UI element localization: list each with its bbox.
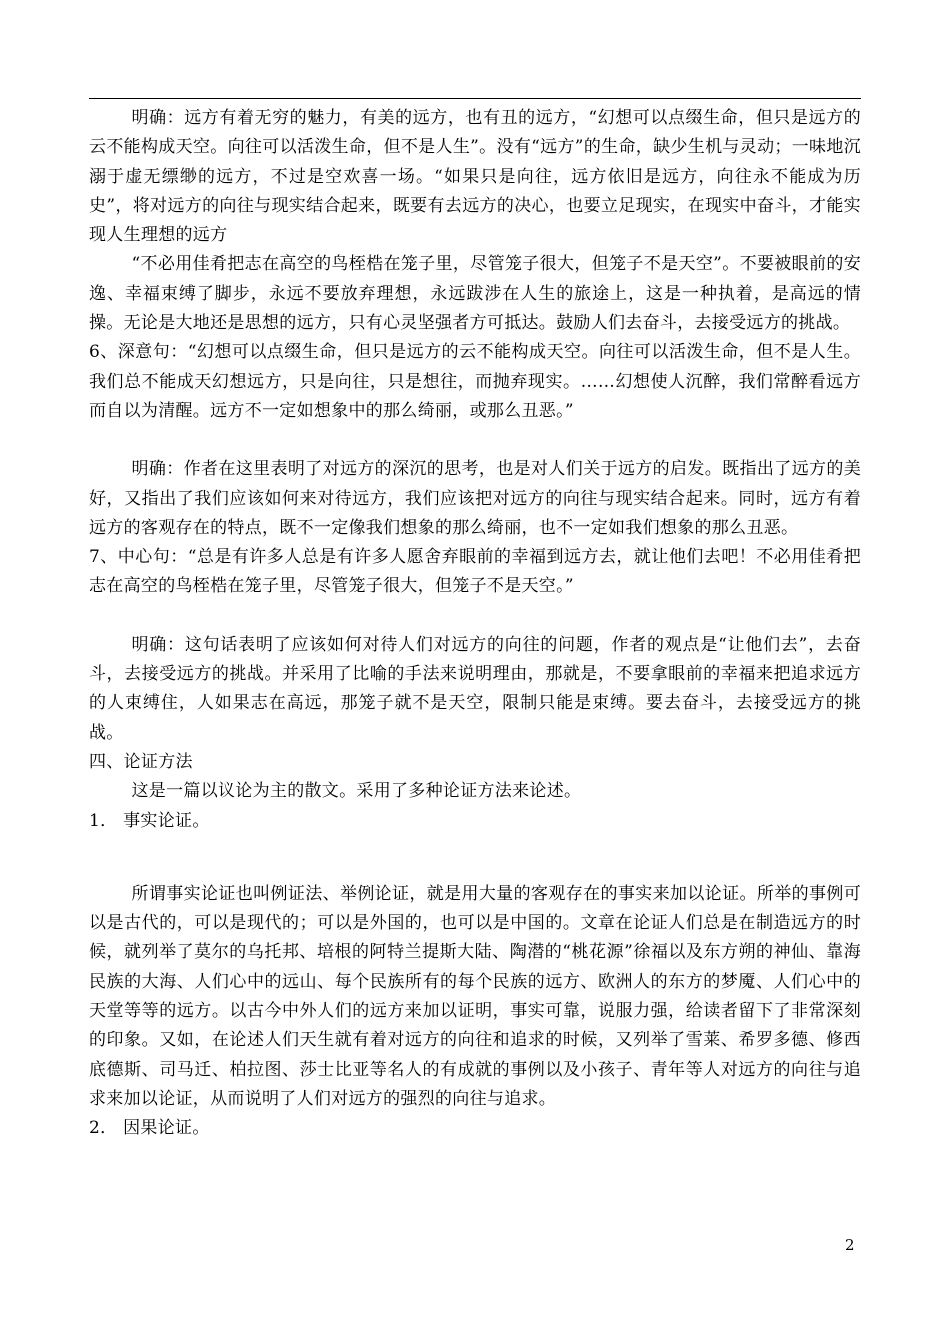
document-body — [89, 104, 861, 1144]
section-heading-argument-methods: 四、论证方法 — [89, 751, 193, 772]
subheading-causal-argument: 2． 因果论证。 — [89, 1118, 210, 1139]
paragraph-clarify-2: 明确：作者在这里表明了对远方的深沉的思考，也是对人们关于远方的启发。既指出了远方的美好，又指出了我们应该如何来对待远方，我们应该把对远方的向往与现实结合起来。同时，远方有着远方的客观存在的特点，既不一定像我们想象的那么绮丽，也不一定如我们想象的那么丑恶。 — [89, 459, 861, 538]
paragraph-clarify-3: 明确：这句话表明了应该如何对待人们对远方的向往的问题，作者的观点是“让他们去”，去奋斗，去接受远方的挑战。并采用了比喻的手法来说明理由，那就是，不要拿眼前的幸福来把追求远方的人束缚住，人如果志在高远，那笼子就不是天空，限制只能是束缚。要去奋斗，去接受远方的挑战。 — [89, 634, 861, 743]
header-rule — [89, 98, 861, 99]
paragraph-central-sentence: 7、中心句：“总是有许多人总是有许多人愿舍弃眼前的幸福到远方去，就让他们去吧！不必用佳肴把志在高空的鸟桎梏在笼子里，尽管笼子很大，但笼子不是天空。” — [89, 547, 861, 597]
paragraph-fact-argument: 所谓事实论证也叫例证法、举例论证，就是用大量的客观存在的事实来加以论证。所举的事例可以是古代的，可以是现代的；可以是外国的，也可以是中国的。文章在论证人们总是在制造远方的时候，就列举了莫尔的乌托邦、培根的阿特兰提斯大陆、陶潜的“桃花源”徐福以及东方朔的神仙、靠海民族的大海、人们心中的远山、每个民族所有的每个民族的远方、欧洲人的东方的梦魇、人们心中的天堂等等的远方。以古今中外人们的远方来加以证明，事实可靠，说服力强，给读者留下了非常深刻的印象。又如，在论述人们天生就有着对远方的向往和追求的时候，又列举了雪莱、希罗多德、修西底德斯、司马迁、柏拉图、莎士比亚等名人的有成就的事例以及小孩子、青年等人对远方的向往与追求来加以论证，从而说明了人们对远方的强烈的向往与追求。 — [89, 883, 861, 1109]
paragraph-clarify-1: 明确：远方有着无穷的魅力，有美的远方，也有丑的远方，“幻想可以点缀生命，但只是远方的云不能构成天空。向往可以活泼生命，但不是人生”。没有“远方”的生命，缺少生机与灵动；一味地沉溺于虚无缥缈的远方，不过是空欢喜一场。“如果只是向往，远方依旧是远方，向往永不能成为历史”，将对远方的向往与现实结合起来，既要有去远方的决心，也要立足现实，在现实中奋斗，才能实现人生理想的远方 — [89, 108, 861, 246]
paragraph-deep-sentence: 6、深意句：“幻想可以点缀生命，但只是远方的云不能构成天空。向往可以活泼生命，但不是人生。我们总不能成天幻想远方，只是向往，只是想往，而抛弃现实。……幻想使人沉醉，我们常醉看远方而自以为清醒。远方不一定如想象中的那么绮丽，或那么丑恶。” — [89, 342, 861, 421]
paragraph-argument-intro: 这是一篇以议论为主的散文。采用了多种论证方法来论述。 — [131, 781, 582, 802]
subheading-fact-argument: 1． 事实论证。 — [89, 810, 210, 831]
paragraph-quote-cage: “不必用佳肴把志在高空的鸟桎梏在笼子里，尽管笼子很大，但笼子不是天空”。不要被眼前的安逸、幸福束缚了脚步，永远不要放弃理想，永远跋涉在人生的旅途上，这是一种执着，是高远的情操。无论是大地还是思想的远方，只有心灵坚强者方可抵达。鼓励人们去奋斗，去接受远方的挑战。 — [89, 254, 861, 334]
page-number: 2 — [845, 1236, 855, 1254]
